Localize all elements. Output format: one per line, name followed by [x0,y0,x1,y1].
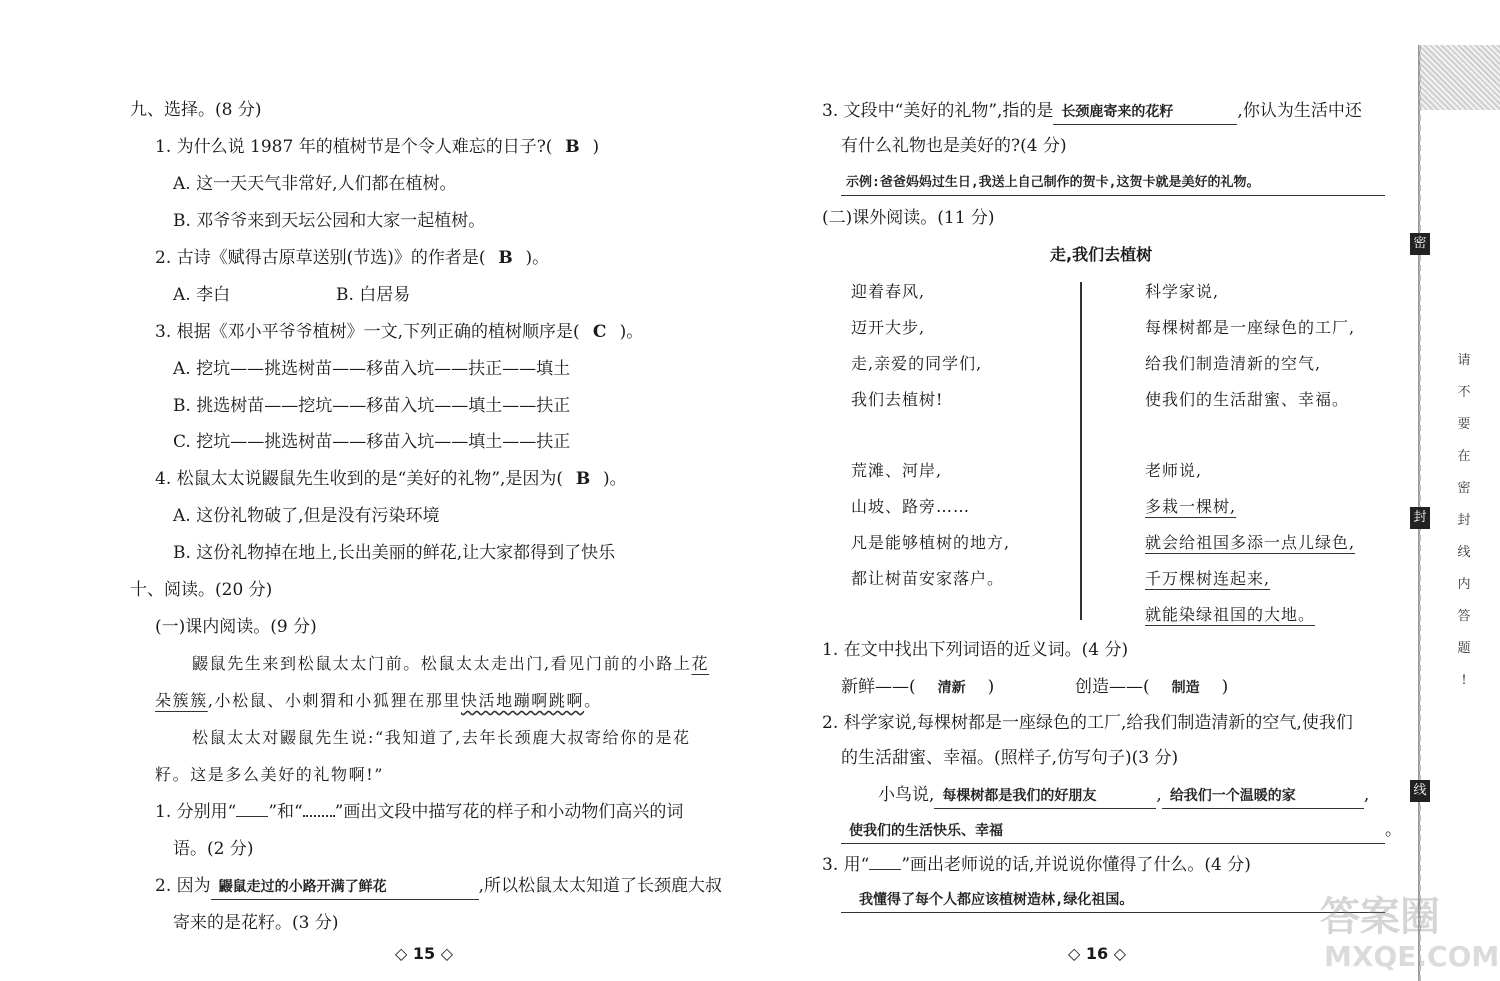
answer-1: B [565,137,580,157]
q3-option-c: C. 挖坑——挑选树苗——移苗入坑——填土——扶正 [173,432,571,452]
reading-q3-answer: 长颈鹿寄来的花籽 [1053,100,1237,125]
poem-divider [1080,282,1082,620]
q2-option-a: A. 李白 [173,285,231,305]
watermark-text-en: MXQE.COM [1324,940,1500,973]
page-number-16: ◇ 16 ◇ [1068,944,1127,963]
seal-label-mi: 密 [1410,233,1430,255]
comp-q1-pair-1: 新鲜——( 清新 ) [841,675,994,700]
q2-option-b: B. 白居易 [336,285,411,305]
comp-q2-answer-2: 给我们一个温暖的家 [1162,784,1364,809]
poem-left-line: 山坡、路旁…… [851,497,971,516]
passage-p1-line2: 朵簇簇,小松鼠、小刺猬和小狐狸在那里快活地蹦啊跳啊。 [155,691,602,710]
poem-right-line-underlined: 就会给祖国多添一点儿绿色, [1145,533,1356,552]
poem-left-line: 凡是能够植树的地方, [851,533,1011,552]
q1-option-a: A. 这一天天气非常好,人们都在植树。 [173,174,457,194]
section-9-title: 九、选择。(8 分) [130,100,262,120]
reading-q2-answer: 鼹鼠走过的小路开满了鲜花 [211,875,479,900]
part-1-title: (一)课内阅读。(9 分) [155,617,317,637]
comp-q3: 3. 用“ ”画出老师说的话,并说说你懂得了什么。(4 分) [822,855,1251,875]
q4-option-a: A. 这份礼物破了,但是没有污染环境 [173,506,440,526]
poem-right-line-underlined: 千万棵树连起来, [1145,569,1271,588]
question-4: 4. 松鼠太太说鼹鼠先生收到的是“美好的礼物”,是因为( B )。 [155,469,627,489]
comp-q1-answer-1: 清新 [937,680,966,696]
reading-q1-line2: 语。(2 分) [173,839,254,859]
wavy-line-mark [303,801,335,817]
comp-q2-answer-1: 每棵树都是我们的好朋友 [934,784,1156,809]
poem-left-line: 走,亲爱的同学们, [851,354,983,373]
poem-left-line: 迈开大步, [851,318,926,337]
passage-p2-line1: 松鼠太太对鼹鼠先生说:“我知道了,去年长颈鹿大叔寄给你的是花 [192,728,691,747]
q3-option-b: B. 挑选树苗——挖坑——移苗入坑——填土——扶正 [173,396,571,416]
comp-q1-answer-2: 制造 [1171,680,1200,696]
question-2: 2. 古诗《赋得古原草送别(节选)》的作者是( B )。 [155,248,550,268]
poem-right-line: 科学家说, [1145,282,1220,301]
straight-line-mark [236,803,268,817]
answer-3: C [592,322,607,342]
watermark-logo [1320,885,1500,980]
comp-q1-pair-2: 创造——( 制造 ) [1075,675,1228,700]
binding-strip [1413,45,1500,981]
reading-q3-line2: 有什么礼物也是美好的?(4 分) [841,136,1067,156]
comp-q2-answer-3: 使我们的生活快乐、幸福 [841,819,1385,844]
reading-q2-line2: 寄来的是花籽。(3 分) [173,913,339,933]
passage-p2-line2: 籽。这是多么美好的礼物啊!” [155,765,385,784]
comp-q1: 1. 在文中找出下列词语的近义词。(4 分) [822,640,1129,660]
poem-title: 走,我们去植树 [1050,245,1153,264]
reading-q3: 3. 文段中“美好的礼物”,指的是 长颈鹿寄来的花籽 ,你认为生活中还 [822,99,1362,125]
poem-right-line: 每棵树都是一座绿色的工厂, [1145,318,1356,337]
q3-option-a: A. 挖坑——挑选树苗——移苗入坑——扶正——填土 [173,359,571,379]
reading-q1: 1. 分别用“ ”和“ ”画出文段中描写花的样子和小动物们高兴的词 [155,802,684,822]
answer-4: B [575,469,591,489]
seal-label-xian: 线 [1410,780,1430,802]
straight-line-mark [869,856,901,870]
poem-left-line: 我们去植树! [851,390,944,409]
comp-q2-answer-line: 小鸟说, 每棵树都是我们的好朋友 , 给我们一个温暖的家 , [878,783,1369,809]
page-number-15: ◇ 15 ◇ [395,944,454,963]
comp-q3-answer: 我懂得了每个人都应该植树造林,绿化祖国。 [841,888,1385,913]
section-10-title: 十、阅读。(20 分) [130,580,273,600]
question-3: 3. 根据《邓小平爷爷植树》一文,下列正确的植树顺序是( C )。 [155,322,644,342]
poem-left-line: 荒滩、河岸, [851,461,943,480]
comp-q2-line1: 2. 科学家说,每棵树都是一座绿色的工厂,给我们制造清新的空气,使我们 [822,713,1353,733]
reading-q2: 2. 因为 鼹鼠走过的小路开满了鲜花 ,所以松鼠太太知道了长颈鹿大叔 [155,874,722,900]
seal-label-feng: 封 [1410,507,1430,529]
answer-2: B [498,248,513,268]
poem-left-line: 都让树苗安家落户。 [851,569,1005,588]
watermark-text-cn: 答案圈 [1320,894,1440,940]
poem-left-line: 迎着春风, [851,282,926,301]
poem-right-line-underlined: 多栽一棵树, [1145,497,1237,516]
comp-q2-line2: 的生活甜蜜、幸福。(照样子,仿写句子)(3 分) [841,748,1179,768]
reading-q3-answer2: 示例:爸爸妈妈过生日,我送上自己制作的贺卡,这贺卡就是美好的礼物。 [841,171,1385,196]
q4-option-b: B. 这份礼物掉在地上,长出美丽的鲜花,让大家都得到了快乐 [173,543,616,563]
part-2-title: (二)课外阅读。(11 分) [822,208,995,228]
binding-notice: 请 不 要 在 密 封 线 内 答 题 ! [1457,353,1471,688]
poem-right-line-underlined: 就能染绿祖国的大地。 [1145,605,1316,624]
q1-option-b: B. 邓爷爷来到天坛公园和大家一起植树。 [173,211,486,231]
poem-right-line: 给我们制造清新的空气, [1145,354,1322,373]
poem-right-line: 使我们的生活甜蜜、幸福。 [1145,390,1350,409]
question-1: 1. 为什么说 1987 年的植树节是个令人难忘的日子?( B ) [155,137,600,157]
poem-right-line: 老师说, [1145,461,1203,480]
passage-p1-line1: 鼹鼠先生来到松鼠太太门前。松鼠太太走出门,看见门前的小路上花 [192,654,710,673]
comp-q2-answer-line2: 使我们的生活快乐、幸福 。 [841,818,1402,844]
binding-hatch-pattern [1420,45,1500,110]
